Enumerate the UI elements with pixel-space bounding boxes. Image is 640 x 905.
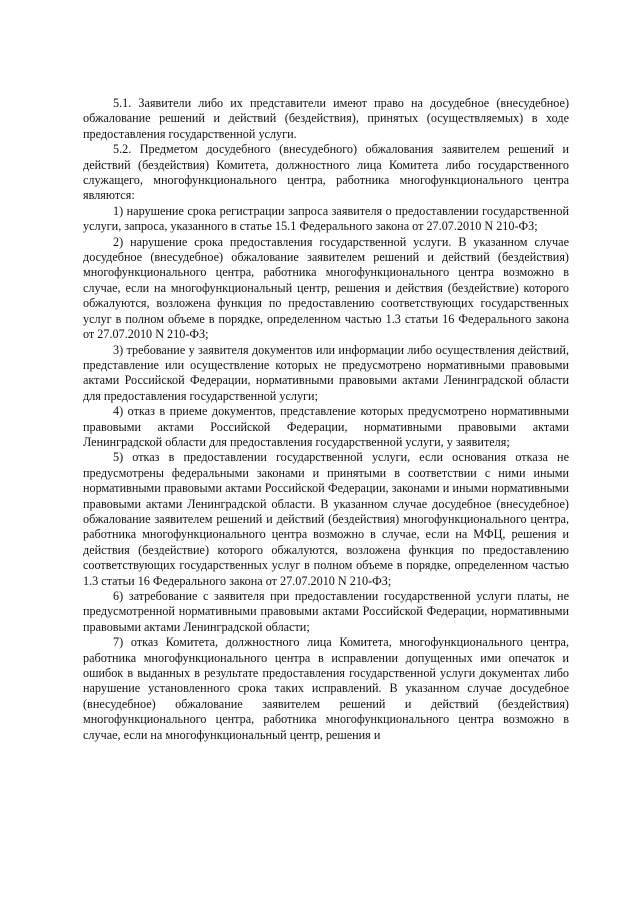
list-item-2: 2) нарушение срока предоставления государственной услуги. В указанном случае досудебное (внесудебное) обжалование заявителем решений и действий (бездействия) многофункционального центра, работника многофункционального центра возможно в случае, если на многофункциональный центр, решения и действия (бездействие) которого обжалуются, возложена функция по предоставлению соответствующих государственных услуг в полном объеме в порядке, определенном частью 1.3 статьи 16 Федерального закона от 27.07.2010 N 210-ФЗ; bbox=[83, 234, 569, 342]
paragraph-5-2: 5.2. Предметом досудебного (внесудебного) обжалования заявителем решений и действий (бездействия) Комитета, должностного лица Комитета либо государственного служащего, многофункционального центра, работника многофункционального центра являются: bbox=[83, 142, 569, 203]
list-item-7: 7) отказ Комитета, должностного лица Комитета, многофункционального центра, работника многофункционального центра в исправлении допущенных ими опечаток и ошибок в выданных в результате предоставления государственной услуги документах либо нарушение установленного срока таких исправлений. В указанном случае досудебное (внесудебное) обжалование заявителем решений и действий (бездействия) многофункционального центра, работника многофункционального центра возможно в случае, если на многофункциональный центр, решения и bbox=[83, 635, 569, 742]
list-item-1: 1) нарушение срока регистрации запроса заявителя о предоставлении государственной услуги, запроса, указанного в статье 15.1 Федерального закона от 27.07.2010 N 210-ФЗ; bbox=[83, 203, 569, 234]
list-item-6: 6) затребование с заявителя при предоставлении государственной услуги платы, не предусмотренной нормативными правовыми актами Российской Федерации, нормативными правовыми актами Ленинградской области; bbox=[83, 589, 569, 634]
list-item-3: 3) требование у заявителя документов или информации либо осуществления действий, представление или осуществление которых не предусмотрено нормативными правовыми актами Российской Федерации, нормативными правовыми актами Ленинградской области для предоставления государственной услуги; bbox=[83, 342, 569, 403]
list-item-5: 5) отказ в предоставлении государственной услуги, если основания отказа не предусмотрены федеральными законами и принятыми в соответствии с ними иными нормативными правовыми актами Российской Федерации, законами и иными нормативными правовыми актами Ленинградской области. В указанном случае досудебное (внесудебное) обжалование заявителем решений и действий (бездействия) многофункционального центра, работника многофункционального центра возможно в случае, если на МФЦ, решения и действия (бездействие) которого обжалуются, возложена функция по предоставлению соответствующих государственных услуг в полном объеме в порядке, определенном частью 1.3 статьи 16 Федерального закона от 27.07.2010 N 210-ФЗ; bbox=[83, 450, 569, 588]
list-item-4: 4) отказ в приеме документов, представление которых предусмотрено нормативными правовыми актами Российской Федерации, нормативными правовыми актами Ленинградской области для предоставления государственной услуги, у заявителя; bbox=[83, 404, 569, 449]
paragraph-5-1: 5.1. Заявители либо их представители имеют право на досудебное (внесудебное) обжалование решений и действий (бездействия), принятых (осуществляемых) в ходе предоставления государственной услуги. bbox=[83, 96, 569, 141]
document-body bbox=[83, 96, 569, 743]
